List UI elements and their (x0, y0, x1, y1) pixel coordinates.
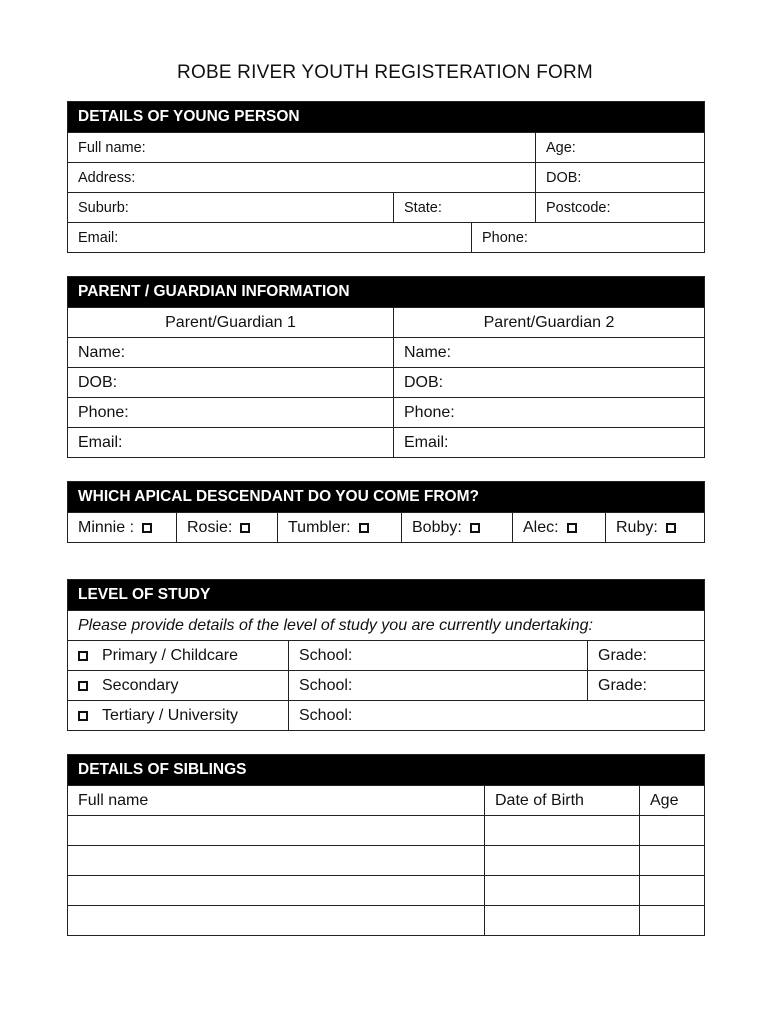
full-name-field[interactable]: Full name: (78, 139, 146, 156)
level-tertiary-label: Tertiary / University (102, 706, 239, 724)
guardian-2-phone-field[interactable]: Phone: (393, 398, 704, 427)
sibling-2-name-field[interactable] (68, 846, 484, 875)
guardian-1-phone-field[interactable]: Phone: (78, 403, 129, 421)
phone-field[interactable]: Phone: (471, 223, 704, 252)
descendant-options-row (68, 512, 704, 542)
young-person-section (67, 101, 705, 253)
descendant-header: WHICH APICAL DESCENDANT DO YOU COME FROM? (68, 482, 704, 512)
state-field[interactable]: State: (393, 193, 535, 222)
guardian-section (67, 276, 705, 458)
postcode-field[interactable]: Postcode: (535, 193, 704, 222)
sibling-1-dob-field[interactable] (484, 816, 639, 845)
young-person-header: DETAILS OF YOUNG PERSON (68, 102, 704, 132)
siblings-section (67, 754, 705, 936)
sibling-2-dob-field[interactable] (484, 846, 639, 875)
primary-grade-field[interactable]: Grade: (587, 641, 704, 670)
sibling-2-age-field[interactable] (639, 846, 704, 875)
address-field[interactable]: Address: (78, 169, 136, 186)
row-email-phone (68, 222, 704, 252)
level-secondary[interactable] (68, 671, 288, 700)
option-tumbler[interactable] (277, 513, 401, 542)
siblings-col-headers (68, 785, 704, 815)
sibling-3-dob-field[interactable] (484, 876, 639, 905)
option-ruby-label: Ruby: (616, 518, 658, 536)
suburb-field[interactable]: Suburb: (78, 199, 129, 216)
level-primary-label: Primary / Childcare (102, 646, 239, 664)
siblings-header: DETAILS OF SIBLINGS (68, 755, 704, 785)
option-ruby[interactable] (605, 513, 704, 542)
tertiary-checkbox-icon[interactable] (78, 711, 88, 721)
study-section (67, 579, 705, 731)
primary-school-field[interactable]: School: (288, 641, 587, 670)
guardian-row-phone (68, 397, 704, 427)
sibling-1-name-field[interactable] (68, 816, 484, 845)
sibling-4-name-field[interactable] (68, 906, 484, 935)
level-tertiary[interactable] (68, 701, 288, 730)
guardian-1-name-field[interactable]: Name: (78, 343, 126, 361)
guardian-2-name-field[interactable]: Name: (393, 338, 704, 367)
form-title: ROBE RIVER YOUTH REGISTERATION FORM (177, 62, 593, 83)
sibling-name-heading: Full name (78, 791, 149, 809)
ruby-checkbox-icon[interactable] (666, 523, 676, 533)
sibling-row (68, 815, 704, 845)
age-field[interactable]: Age: (535, 133, 704, 162)
option-rosie-label: Rosie: (187, 518, 233, 536)
bobby-checkbox-icon[interactable] (470, 523, 480, 533)
sibling-4-age-field[interactable] (639, 906, 704, 935)
secondary-school-field[interactable]: School: (288, 671, 587, 700)
dob-field[interactable]: DOB: (535, 163, 704, 192)
sibling-row (68, 905, 704, 935)
guardian-row-dob (68, 367, 704, 397)
sibling-1-age-field[interactable] (639, 816, 704, 845)
secondary-checkbox-icon[interactable] (78, 681, 88, 691)
guardian-2-dob-field[interactable]: DOB: (393, 368, 704, 397)
study-row-tertiary (68, 700, 704, 730)
guardian-row-email (68, 427, 704, 457)
study-row-secondary (68, 670, 704, 700)
option-bobby-label: Bobby: (412, 518, 462, 536)
rosie-checkbox-icon[interactable] (240, 523, 250, 533)
guardian-1-heading: Parent/Guardian 1 (165, 313, 296, 331)
guardian-2-email-field[interactable]: Email: (393, 428, 704, 457)
option-minnie[interactable] (68, 513, 176, 542)
descendant-section (67, 481, 705, 543)
sibling-4-dob-field[interactable] (484, 906, 639, 935)
guardian-header: PARENT / GUARDIAN INFORMATION (68, 277, 704, 307)
option-alec-label: Alec: (523, 518, 559, 536)
level-secondary-label: Secondary (102, 676, 179, 694)
study-instruction: Please provide details of the level of study you are currently undertaking: (78, 616, 593, 634)
email-field[interactable]: Email: (78, 229, 119, 246)
option-minnie-label: Minnie : (78, 518, 135, 536)
guardian-1-email-field[interactable]: Email: (78, 433, 123, 451)
level-primary[interactable] (68, 641, 288, 670)
sibling-row (68, 875, 704, 905)
option-alec[interactable] (512, 513, 605, 542)
guardian-1-dob-field[interactable]: DOB: (78, 373, 118, 391)
tertiary-school-field[interactable]: School: (288, 701, 704, 730)
minnie-checkbox-icon[interactable] (142, 523, 152, 533)
option-bobby[interactable] (401, 513, 512, 542)
option-tumbler-label: Tumbler: (288, 518, 351, 536)
row-address-dob (68, 162, 704, 192)
study-header: LEVEL OF STUDY (68, 580, 704, 610)
row-name-age (68, 132, 704, 162)
option-rosie[interactable] (176, 513, 277, 542)
sibling-3-age-field[interactable] (639, 876, 704, 905)
secondary-grade-field[interactable]: Grade: (587, 671, 704, 700)
sibling-row (68, 845, 704, 875)
guardian-row-name (68, 337, 704, 367)
study-instruction-row (68, 610, 704, 640)
sibling-3-name-field[interactable] (68, 876, 484, 905)
sibling-age-heading: Age (639, 786, 704, 815)
primary-checkbox-icon[interactable] (78, 651, 88, 661)
alec-checkbox-icon[interactable] (567, 523, 577, 533)
guardian-col-headers (68, 307, 704, 337)
sibling-dob-heading: Date of Birth (484, 786, 639, 815)
row-suburb (68, 192, 704, 222)
tumbler-checkbox-icon[interactable] (359, 523, 369, 533)
guardian-2-heading: Parent/Guardian 2 (393, 308, 704, 337)
study-row-primary (68, 640, 704, 670)
